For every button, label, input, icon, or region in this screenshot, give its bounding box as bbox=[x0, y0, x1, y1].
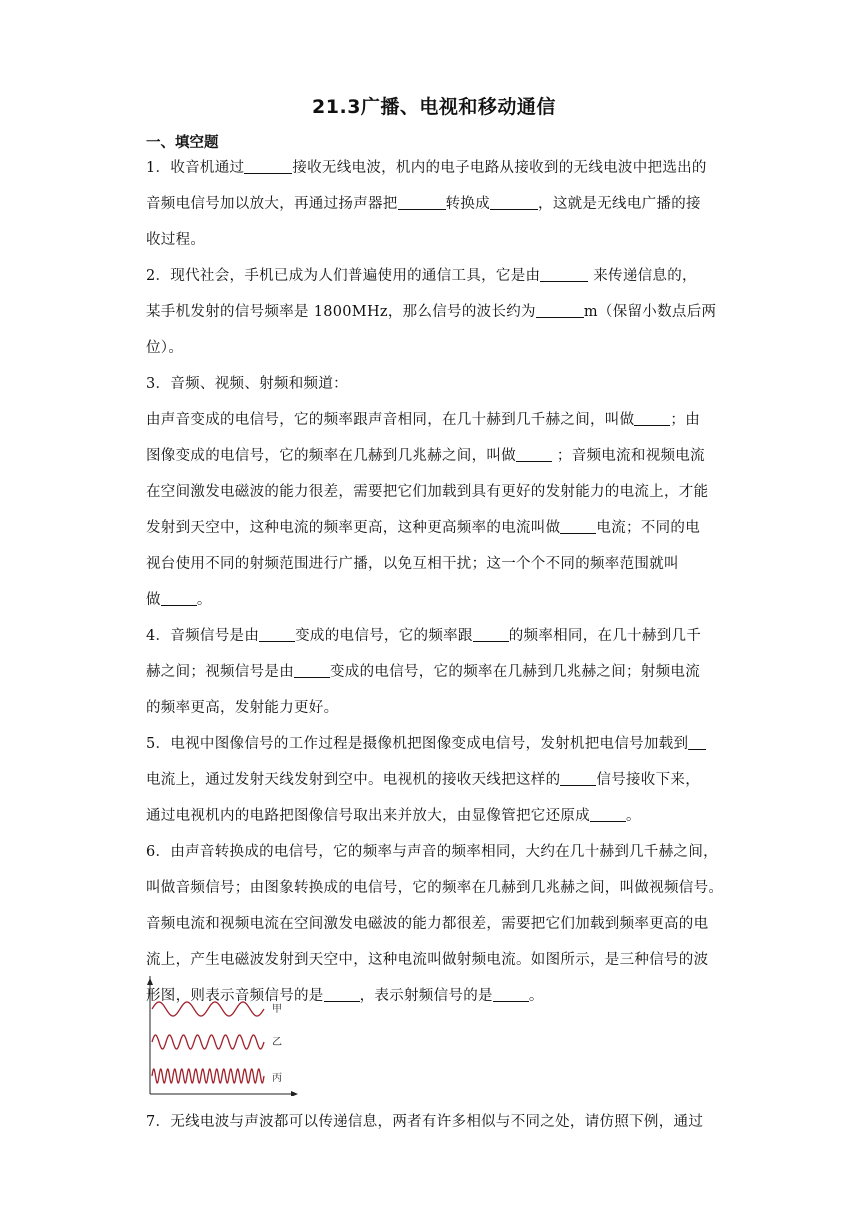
text-line bbox=[146, 474, 734, 510]
text-segment: 某手机发射的信号频率是 1800MHz，那么信号的波长约为 bbox=[146, 304, 536, 320]
text-segment: 信号接收下来， bbox=[596, 772, 701, 788]
text-segment: 接收无线电波，机内的电子电路从接收到的无线电波中把选出的 bbox=[292, 160, 707, 176]
text-segment: ；由 bbox=[670, 412, 701, 428]
text-line bbox=[146, 654, 734, 690]
text-segment: 电流；不同的电 bbox=[596, 520, 701, 536]
text-segment: 6．由声音转换成的电信号，它的频率与声音的频率相同，大约在几十赫到几千赫之间， bbox=[146, 844, 718, 860]
text-segment: 在空间激发电磁波的能力很差，需要把它们加载到具有更好的发射能力的电流上，才能 bbox=[146, 484, 709, 500]
answer-blank[interactable] bbox=[560, 771, 596, 787]
text-segment: 2．现代社会，手机已成为人们普遍使用的通信工具，它是由 bbox=[146, 268, 541, 284]
text-segment: 3．音频、视频、射频和频道： bbox=[146, 376, 348, 392]
text-line bbox=[146, 546, 734, 582]
text-segment: 音频电流和视频电流在空间激发电磁波的能力都很差，需要把它们加载到频率更高的电 bbox=[146, 916, 709, 932]
answer-blank[interactable] bbox=[294, 663, 330, 679]
answer-blank[interactable] bbox=[536, 303, 584, 319]
text-segment: 做 bbox=[146, 592, 161, 608]
answer-blank[interactable] bbox=[473, 627, 509, 643]
text-line bbox=[146, 582, 734, 618]
text-line bbox=[146, 402, 734, 438]
text-segment: 位）。 bbox=[146, 340, 184, 356]
y-axis-arrow-icon bbox=[147, 978, 153, 985]
answer-blank[interactable] bbox=[688, 735, 706, 751]
answer-blank[interactable] bbox=[590, 807, 626, 823]
wave-yi bbox=[152, 1035, 264, 1049]
text-segment: 流上，产生电磁波发射到天空中，这种电流叫做射频电流。如图所示，是三种信号的波 bbox=[146, 952, 709, 968]
page-title: 21.3广播、电视和移动通信 bbox=[312, 96, 556, 118]
label-yi: 乙 bbox=[272, 1037, 282, 1048]
text-segment: 图像变成的电信号，它的频率在几赫到几兆赫之间，叫做 bbox=[146, 448, 516, 464]
text-segment: 赫之间；视频信号是由 bbox=[146, 664, 294, 680]
text-segment: 来传递信息的， bbox=[588, 268, 697, 284]
text-segment: 。 bbox=[626, 808, 641, 824]
section-heading: 一、填空题 bbox=[146, 135, 219, 151]
text-segment: 。 bbox=[196, 592, 212, 608]
text-segment: 变成的电信号，它的频率跟 bbox=[295, 628, 473, 644]
text-segment: 叫做音频信号；由图象转换成的电信号，它的频率在几赫到几兆赫之间，叫做视频信号。 bbox=[146, 880, 724, 896]
answer-blank[interactable] bbox=[244, 159, 292, 175]
text-segment: 发射到天空中，这种电流的频率更高，这种更高频率的电流叫做 bbox=[146, 520, 561, 536]
text-segment: 收过程。 bbox=[146, 232, 206, 248]
text-segment: 1．收音机通过 bbox=[146, 160, 245, 176]
answer-blank[interactable] bbox=[490, 195, 538, 211]
text-line bbox=[146, 330, 734, 366]
text-line bbox=[146, 186, 734, 222]
text-segment: ，这就是无线电广播的接 bbox=[538, 196, 701, 212]
text-line bbox=[146, 906, 734, 942]
answer-blank[interactable] bbox=[540, 267, 588, 283]
text-line bbox=[146, 294, 734, 330]
text-segment: 电流上，通过发射天线发射到空中。电视机的接收天线把这样的 bbox=[146, 772, 561, 788]
text-line bbox=[146, 798, 734, 834]
text-segment: 通过电视机内的电路把图像信号取出来并放大，由显像管把它还原成 bbox=[146, 808, 590, 824]
question-7 bbox=[146, 1104, 734, 1140]
text-segment: ；音频电流和视频电流 bbox=[552, 448, 705, 464]
text-segment: ，表示射频信号的是 bbox=[359, 988, 493, 1004]
answer-blank[interactable] bbox=[259, 627, 295, 643]
text-segment: 音频电信号加以放大，再通过扬声器把 bbox=[146, 196, 398, 212]
text-segment: 5．电视中图像信号的工作过程是摄像机把图像变成电信号，发射机把电信号加载到 bbox=[146, 736, 689, 752]
answer-blank[interactable] bbox=[634, 411, 670, 427]
waveform-figure bbox=[140, 976, 300, 1096]
text-segment: 的频率相同，在几十赫到几千 bbox=[508, 628, 702, 644]
answer-blank[interactable] bbox=[560, 519, 596, 535]
text-segment: 4．音频信号是由 bbox=[146, 628, 260, 644]
text-line bbox=[146, 726, 734, 762]
text-segment: 视台使用不同的射频范围进行广播，以免互相干扰；这一个个不同的频率范围就叫 bbox=[146, 556, 679, 572]
text-line bbox=[146, 690, 734, 726]
wave-jia bbox=[152, 1002, 264, 1016]
answer-blank[interactable] bbox=[493, 987, 529, 1003]
text-line: 7．无线电波与声波都可以传递信息，两者有许多相似与不同之处，请仿照下例，通过 bbox=[146, 1114, 704, 1130]
label-bing: 丙 bbox=[272, 1073, 282, 1084]
text-line bbox=[146, 762, 734, 798]
text-line bbox=[146, 834, 734, 870]
text-line bbox=[146, 618, 734, 654]
text-line bbox=[146, 150, 734, 186]
text-line bbox=[146, 438, 734, 474]
answer-blank[interactable] bbox=[516, 447, 552, 463]
x-axis-arrow-icon bbox=[291, 1091, 298, 1096]
text-line bbox=[146, 510, 734, 546]
text-line bbox=[146, 258, 734, 294]
text-line bbox=[146, 870, 734, 906]
text-segment: 由声音变成的电信号，它的频率跟声音相同，在几十赫到几千赫之间，叫做 bbox=[146, 412, 635, 428]
text-segment: 变成的电信号，它的频率在几赫到几兆赫之间；射频电流 bbox=[330, 664, 700, 680]
answer-blank[interactable] bbox=[324, 987, 360, 1003]
text-segment: 转换成 bbox=[445, 196, 491, 212]
label-jia: 甲 bbox=[272, 1004, 282, 1015]
text-segment: 形图，则表示音频信号的是 bbox=[146, 988, 324, 1004]
text-segment: 。 bbox=[528, 988, 544, 1004]
text-line bbox=[146, 222, 734, 258]
answer-blank[interactable] bbox=[398, 195, 446, 211]
text-segment: m（保留小数点后两 bbox=[583, 304, 717, 320]
question-body bbox=[146, 150, 734, 1014]
text-segment: 的频率更高，发射能力更好。 bbox=[146, 700, 339, 716]
text-line bbox=[146, 942, 734, 978]
answer-blank[interactable] bbox=[161, 591, 197, 607]
text-line bbox=[146, 366, 734, 402]
wave-bing bbox=[152, 1069, 264, 1083]
